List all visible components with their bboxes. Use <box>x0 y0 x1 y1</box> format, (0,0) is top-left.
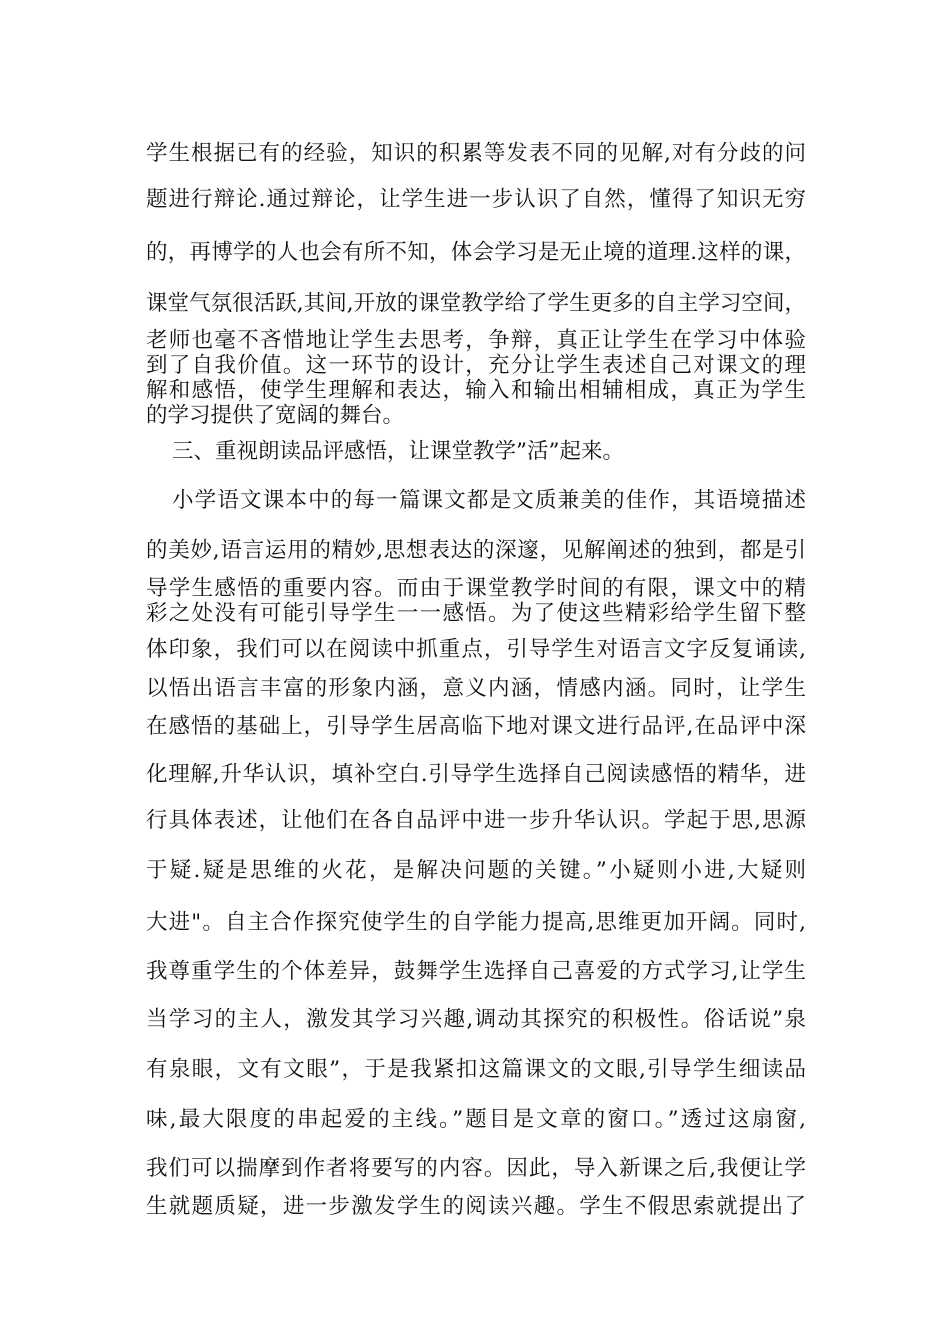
text-line: 老师也毫不吝惜地让学生去思考，争辩，真正让学生在学习中体验 <box>146 328 806 353</box>
text-line: 味,最大限度的串起爱的主线。”题目是文章的窗口。”透过这扇窗, <box>146 1107 806 1132</box>
text-line: 学生根据已有的经验，知识的积累等发表不同的见解,对有分歧的问 <box>146 141 806 166</box>
section-heading: 三、重视朗读品评感悟，让课堂教学”活”起来。 <box>172 439 624 464</box>
text-line: 在感悟的基础上，引导学生居高临下地对课文进行品评,在品评中深 <box>146 714 806 739</box>
text-line: 大进"。自主合作探究使学生的自学能力提高,思维更加开阔。同时, <box>146 910 806 935</box>
text-line: 我们可以揣摩到作者将要写的内容。因此，导入新课之后,我便让学 <box>146 1156 806 1181</box>
text-line: 当学习的主人，激发其学习兴趣,调动其探究的积极性。俗话说”泉 <box>146 1007 806 1032</box>
text-line: 彩之处没有可能引导学生一一感悟。为了使这些精彩给学生留下整 <box>146 601 806 626</box>
text-line: 我尊重学生的个体差异，鼓舞学生选择自己喜爱的方式学习,让学生 <box>146 959 806 984</box>
text-line: 有泉眼，文有文眼”，于是我紧扣这篇课文的文眼,引导学生细读品 <box>146 1057 806 1082</box>
text-line: 课堂气氛很活跃,其间,开放的课堂教学给了学生更多的自主学习空间， <box>146 291 806 316</box>
text-line: 的美妙,语言运用的精妙,思想表达的深邃，见解阐述的独到，都是引 <box>146 538 806 563</box>
text-line: 到了自我价值。这一环节的设计，充分让学生表述自己对课文的理 <box>146 353 806 378</box>
text-line: 的，再博学的人也会有所不知，体会学习是无止境的道理.这样的课， <box>146 240 806 265</box>
text-line: 于疑.疑是思维的火花，是解决问题的关键。”小疑则小进,大疑则 <box>146 858 806 883</box>
text-line: 生就题质疑，进一步激发学生的阅读兴趣。学生不假思索就提出了 <box>146 1194 806 1219</box>
text-line: 化理解,升华认识，填补空白.引导学生选择自己阅读感悟的精华，进 <box>146 762 806 787</box>
text-line: 以悟出语言丰富的形象内涵，意义内涵，情感内涵。同时，让学生 <box>146 676 806 701</box>
text-line: 题进行辩论.通过辩论，让学生进一步认识了自然，懂得了知识无穷 <box>146 187 806 212</box>
text-line: 体印象，我们可以在阅读中抓重点，引导学生对语言文字反复诵读, <box>146 637 806 662</box>
text-line: 的学习提供了宽阔的舞台。 <box>146 403 405 428</box>
text-line: 解和感悟，使学生理解和表达，输入和输出相辅相成，真正为学生 <box>146 378 806 403</box>
text-line: 小学语文课本中的每一篇课文都是文质兼美的佳作，其语境描述 <box>172 488 806 513</box>
text-line: 导学生感悟的重要内容。而由于课堂教学时间的有限，课文中的精 <box>146 576 806 601</box>
text-line: 行具体表述，让他们在各自品评中进一步升华认识。学起于思,思源 <box>146 808 806 833</box>
